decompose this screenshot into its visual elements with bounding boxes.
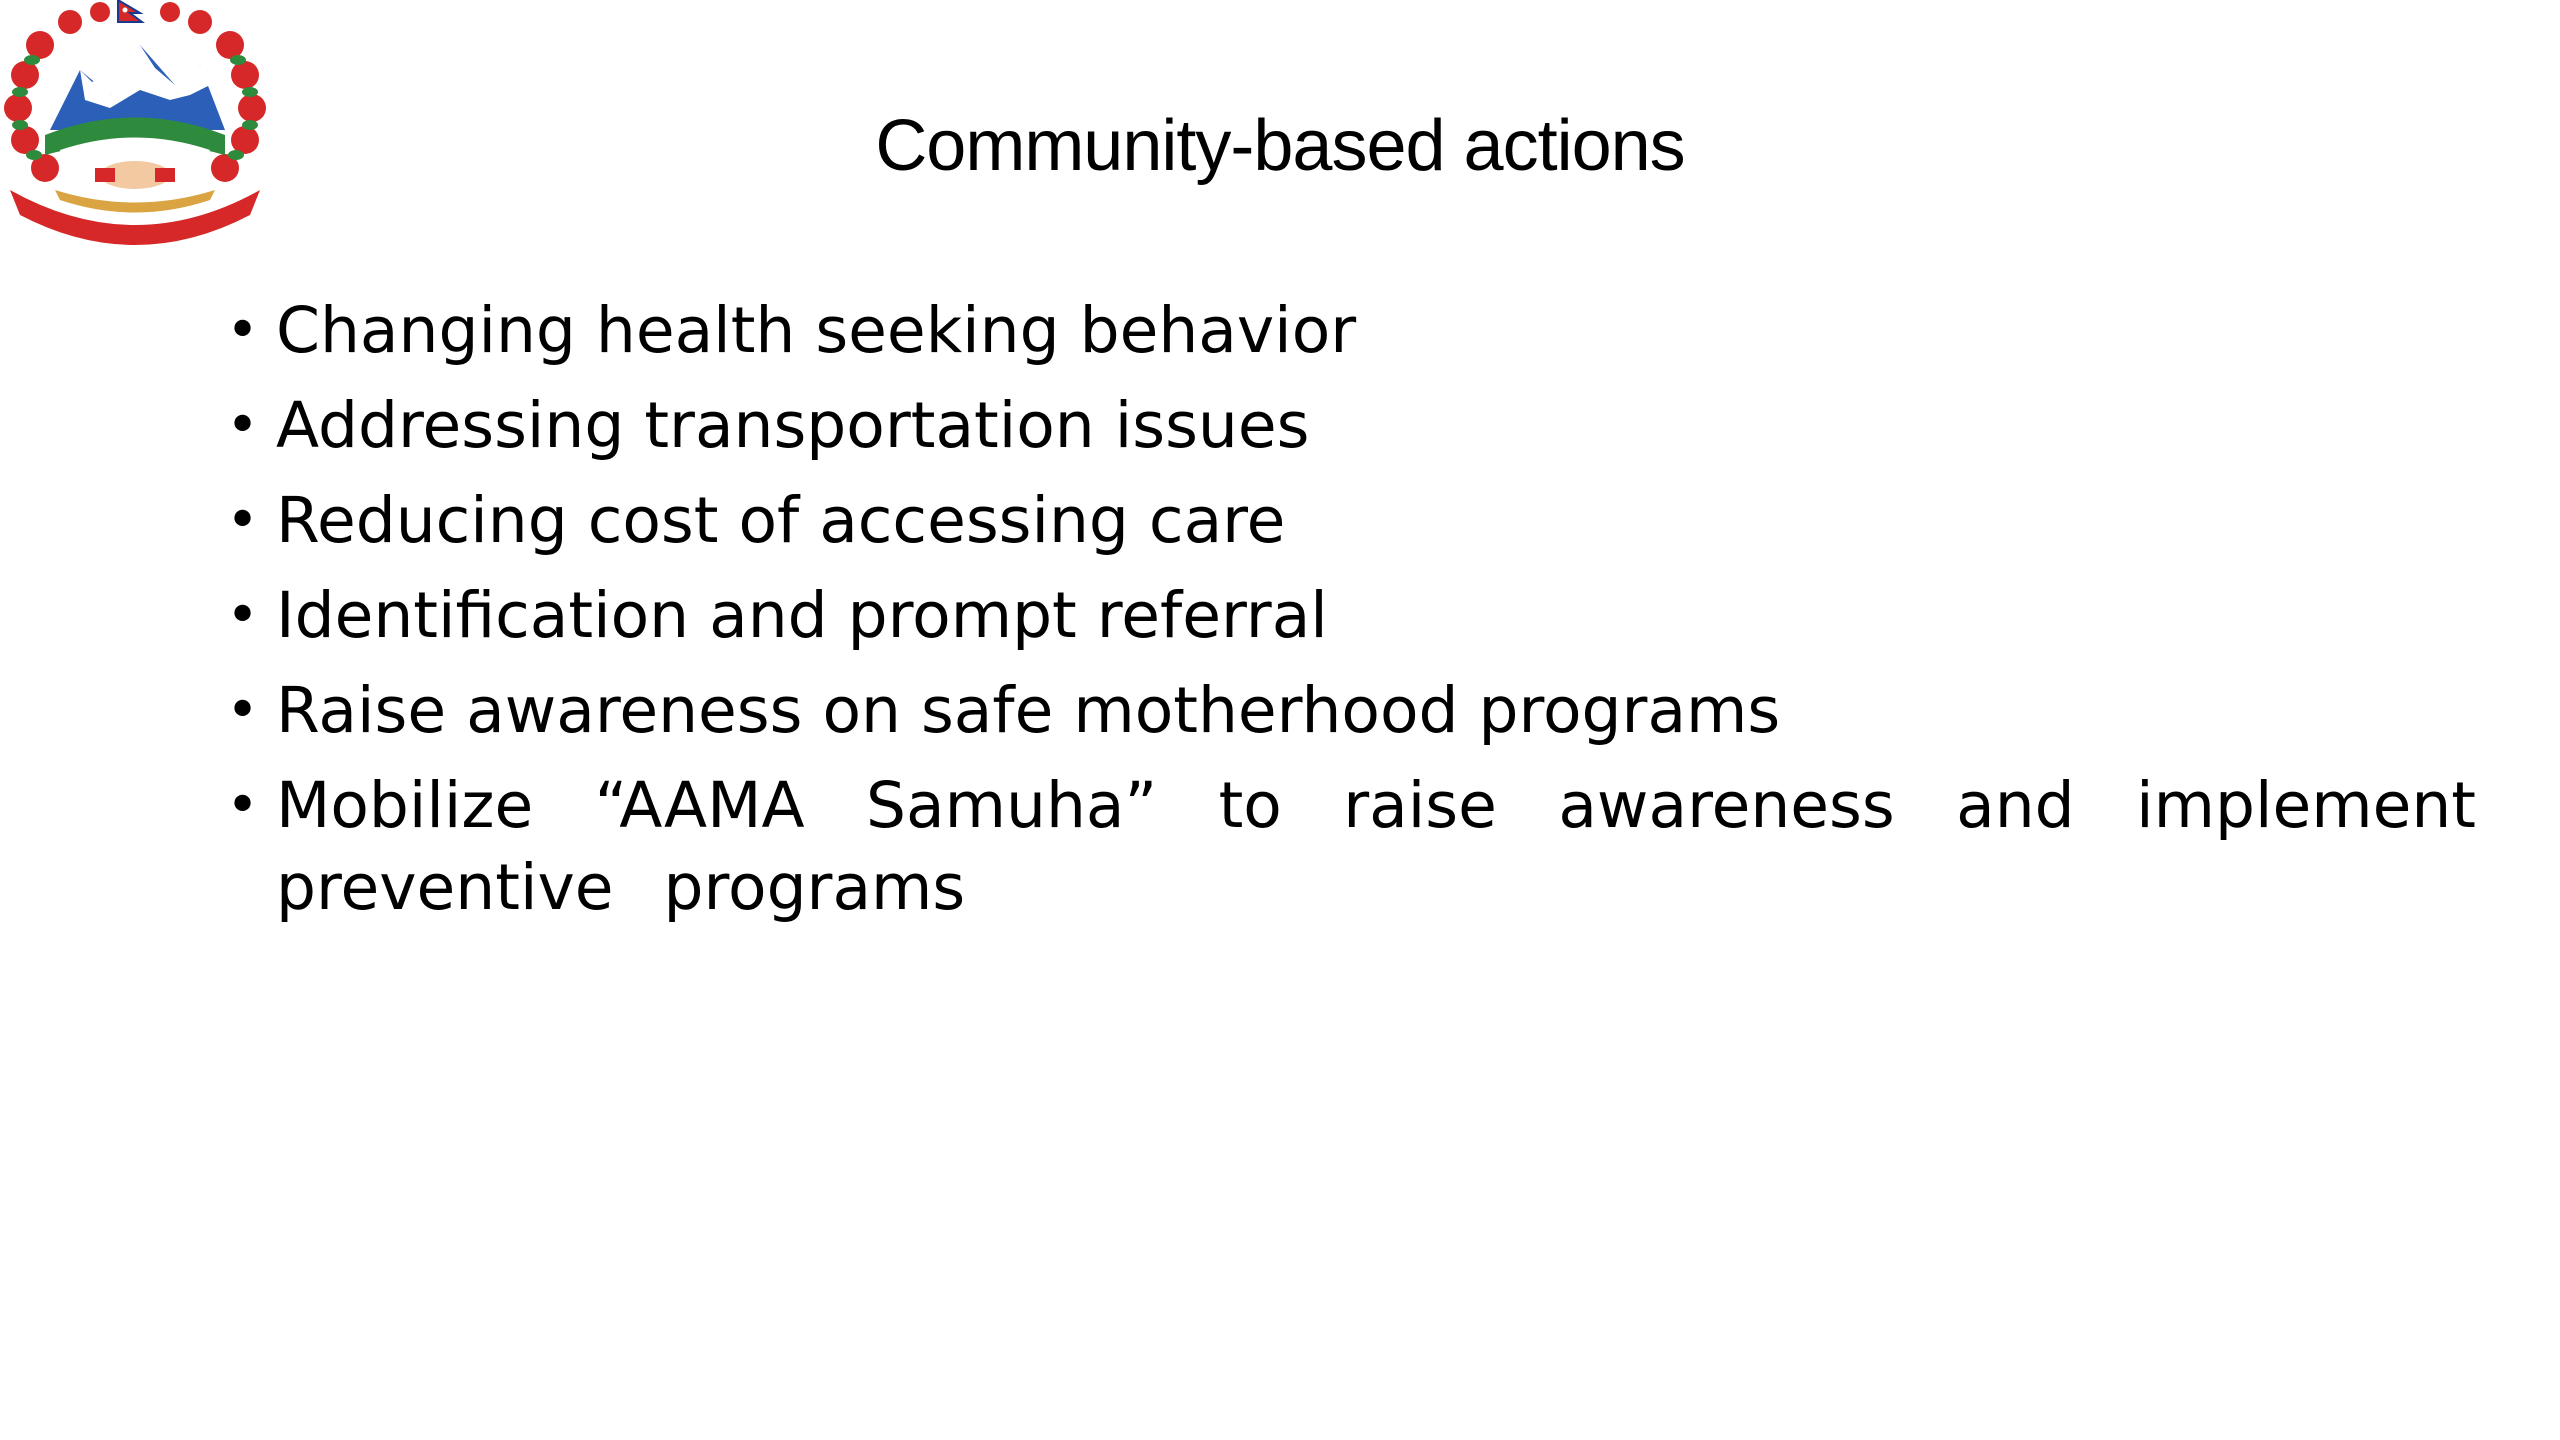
list-item <box>226 765 2476 929</box>
bullet-marker: • <box>226 393 260 458</box>
list-item-text: Reducing cost of accessing care <box>276 484 1286 557</box>
list-item-text: Addressing transportation issues <box>276 389 1310 462</box>
list-item-text: Changing health seeking behavior <box>276 294 1357 367</box>
bullet-list <box>226 290 2476 942</box>
bullet-marker: • <box>226 773 260 838</box>
bullet-marker: • <box>226 298 260 363</box>
list-item <box>226 290 2476 372</box>
list-item <box>226 575 2476 657</box>
list-item-text: Identification and prompt referral <box>276 579 1328 652</box>
list-item <box>226 670 2476 752</box>
list-item-text: Mobilize “AAMA Samuha” to raise awareness and implement preventive programs <box>276 769 2476 924</box>
bullet-marker: • <box>226 583 260 648</box>
list-item <box>226 480 2476 562</box>
list-item-text: Raise awareness on safe motherhood programs <box>276 674 1781 747</box>
slide-title: Community-based actions <box>875 106 1685 186</box>
bullet-marker: • <box>226 678 260 743</box>
bullet-marker: • <box>226 488 260 553</box>
list-item <box>226 385 2476 467</box>
